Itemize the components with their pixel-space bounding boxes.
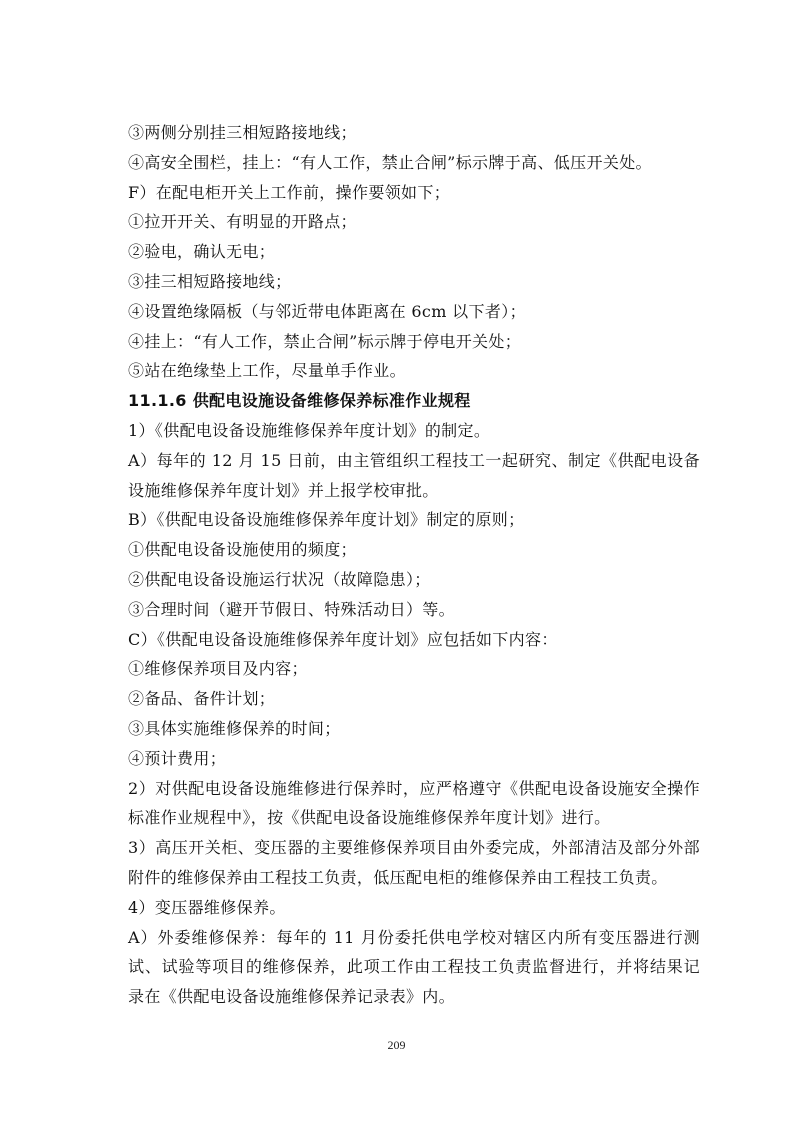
paragraph: 2）对供配电设备设施维修进行保养时，应严格遵守《供配电设备设施安全操作标准作业规程中》，按《供配电设备设施维修保养年度计划》进行。 (128, 778, 700, 828)
list-item: F）在配电柜开关上工作前，操作要领如下； (128, 182, 451, 202)
section-heading: 11.1.6 供配电设施设备维修保养标准作业规程 (128, 391, 471, 411)
list-item: ①维修保养项目及内容； (128, 659, 308, 679)
list-item: ⑤站在绝缘垫上工作，尽量单手作业。 (128, 361, 406, 381)
page-number: 209 (387, 1038, 406, 1052)
paragraph: C）《供配电设备设施维修保养年度计划》应包括如下内容： (128, 629, 558, 649)
paragraph: A）外委维修保养：每年的 11 月份委托供电学校对辖区内所有变压器进行测试、试验等项目的维修保养，此项工作由工程技工负责监督进行，并将结果记录在《供配电设备设施维修保养记录表》内。 (128, 927, 700, 1007)
paragraph: A）每年的 12 月 15 日前，由主管组织工程技工一起研究、制定《供配电设备设施维修保养年度计划》并上报学校审批。 (128, 450, 700, 500)
list-item: ①拉开开关、有明显的开路点； (128, 212, 357, 232)
list-item: ②供配电设备设施运行状况（故障隐患）； (128, 569, 431, 589)
list-item: ④挂上：“有人工作，禁止合闸”标示牌于停电开关处； (128, 331, 522, 351)
paragraph: 4）变压器维修保养。 (128, 897, 286, 917)
list-item: ③两侧分别挂三相短路接地线； (128, 123, 357, 142)
page-content (97, 118, 700, 1012)
list-item: ④预计费用； (128, 748, 227, 768)
paragraph: 3）高压开关柜、变压器的主要维修保养项目由外委完成，外部清洁及部分外部附件的维修保养由工程技工负责，低压配电柜的维修保养由工程技工负责。 (128, 838, 700, 887)
list-item: ④高安全围栏，挂上：“有人工作，禁止合闸”标示牌于高、低压开关处。 (128, 152, 652, 172)
list-item: ②备品、备件计划； (128, 689, 276, 709)
list-item: ④设置绝缘隔板（与邻近带电体距离在 6cm 以下者）； (128, 301, 526, 321)
list-item: ③挂三相短路接地线； (128, 271, 292, 291)
paragraph: B）《供配电设备设施维修保养年度计划》制定的原则； (128, 510, 525, 530)
list-item: ①供配电设备设施使用的频度； (128, 540, 357, 560)
list-item: ②验电，确认无电； (128, 242, 276, 262)
paragraph: 1）《供配电设备设施维修保养年度计划》的制定。 (128, 420, 491, 440)
list-item: ③合理时间（避开节假日、特殊活动日）等。 (128, 599, 456, 619)
list-item: ③具体实施维修保养的时间； (128, 718, 341, 738)
